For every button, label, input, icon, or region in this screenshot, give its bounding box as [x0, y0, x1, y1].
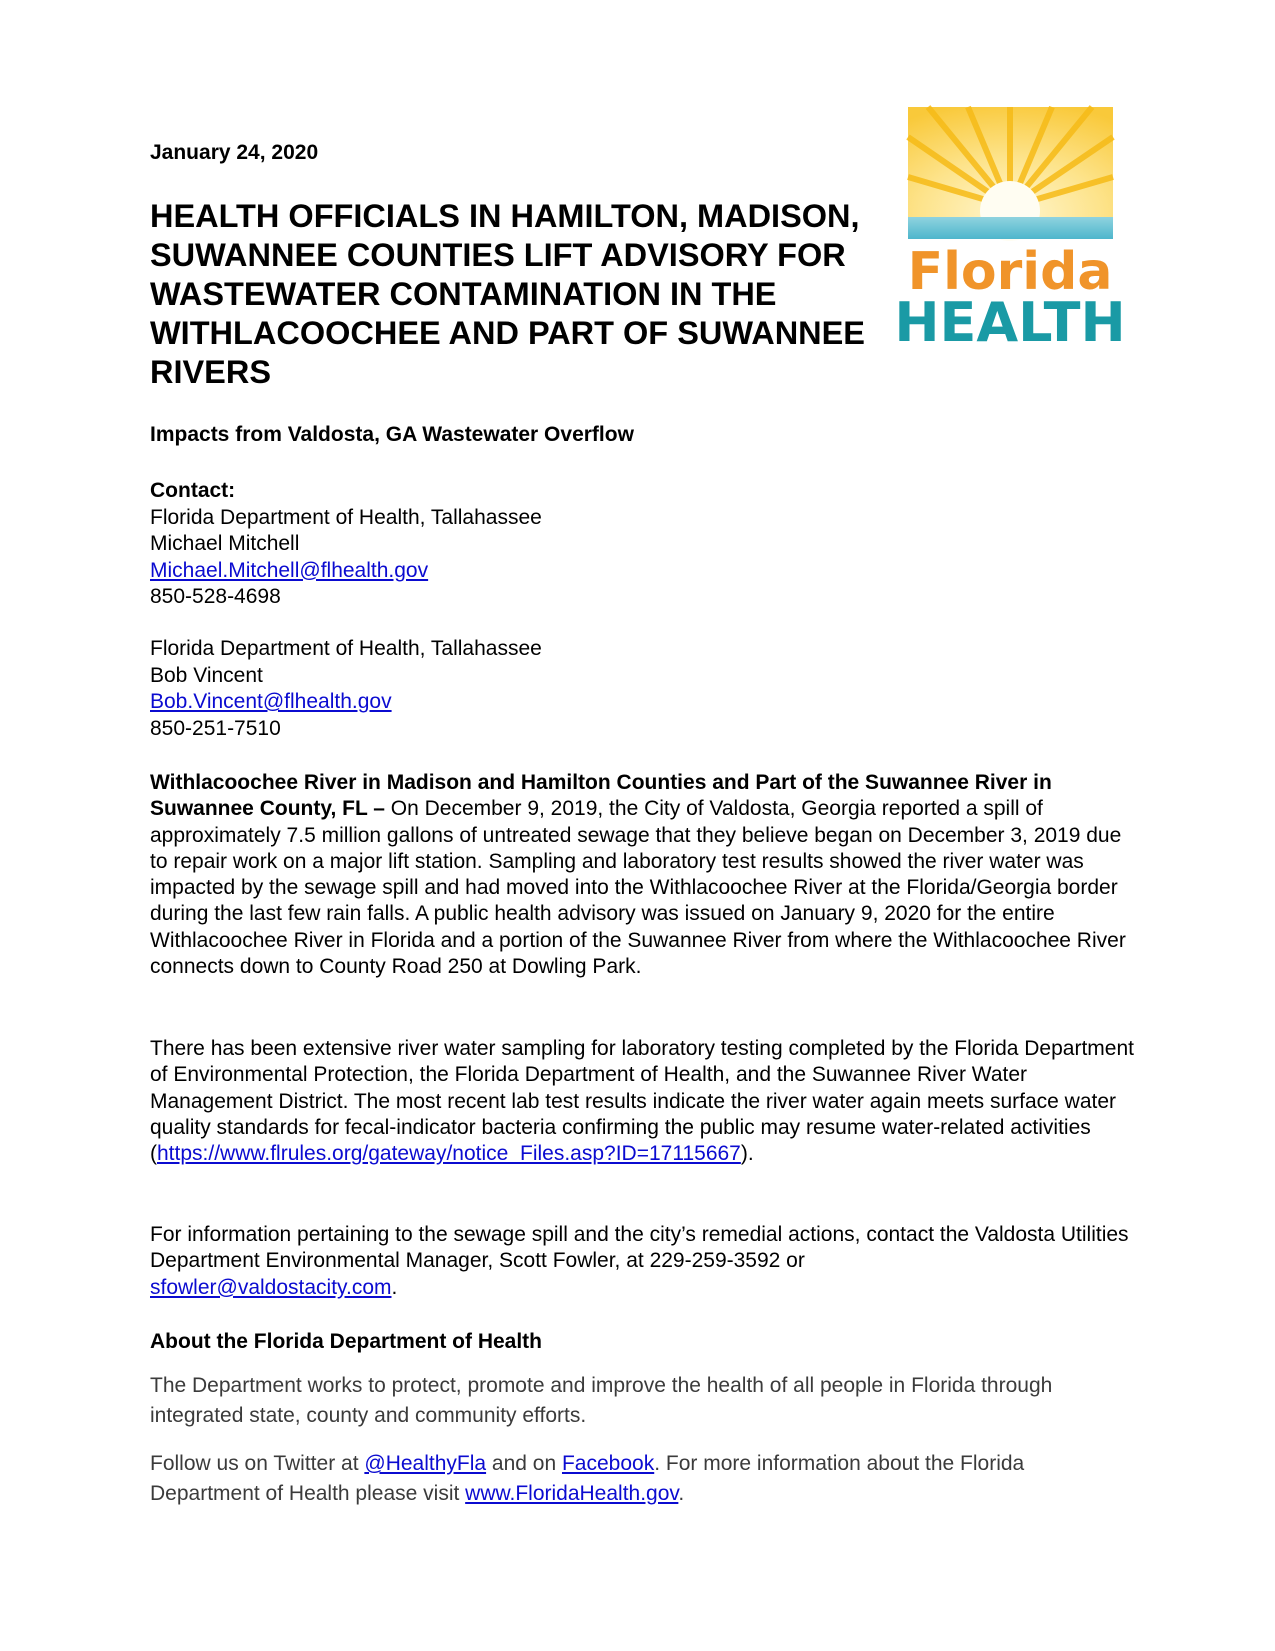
- paragraph-text: There has been extensive river water sampling for laboratory testing completed by the Florida Department of Environmental Protection, the Florida Department of Health, and the Suwannee River Water Management District. The most recent lab test results indicate the river water again meets surface water quality standards for fecal-indicator bacteria confirming the public may resume water-related activities: [150, 1037, 1134, 1139]
- contact-email-link[interactable]: Michael.Mitchell@flhealth.gov: [150, 558, 429, 582]
- fowler-email-link[interactable]: sfowler@valdostacity.com: [150, 1275, 392, 1299]
- dateline-lead: Withlacoochee River in Madison and Hamilton Counties and Part of the Suwannee River in Suwannee County, FL –: [150, 771, 1052, 821]
- contact-name: Bob Vincent: [150, 663, 263, 687]
- body-paragraph-3: For information pertaining to the sewage spill and the city’s remedial actions, contact the Valdosta Utilities Department Environmental Manager, Scott Fowler, at 229-259-3592 or sfowler@valdostacity.com.: [150, 1223, 1129, 1299]
- flrules-notice-link[interactable]: https://www.flrules.org/gateway/notice_Files.asp?ID=17115667: [157, 1142, 741, 1166]
- website-link[interactable]: www.FloridaHealth.gov: [465, 1482, 679, 1505]
- headline: HEALTH OFFICIALS IN HAMILTON, MADISON, SUWANNEE COUNTIES LIFT ADVISORY FOR WASTEWATER CONTAMINATION IN THE WITHLACOOCHEE AND PART OF SUWANNEE RIVERS: [150, 198, 865, 390]
- contact-email-link[interactable]: Bob.Vincent@flhealth.gov: [150, 690, 392, 713]
- facebook-link[interactable]: Facebook: [561, 1452, 655, 1475]
- body-paragraph-1: [150, 770, 1135, 980]
- contact-org: Florida Department of Health, Tallahassee: [150, 637, 542, 660]
- contact-name: Michael Mitchell: [150, 532, 300, 555]
- twitter-link[interactable]: @HealthyFla: [364, 1452, 487, 1475]
- contact-block-1: [150, 478, 542, 611]
- contact-label: Contact:: [150, 479, 236, 502]
- paragraph-text: For information pertaining to the sewage spill and the city’s remedial actions, contact the Valdosta Utilities Department Environmental Manager, Scott Fowler, at 229-259-3592 or: [150, 1223, 1129, 1273]
- body-paragraph-2: There has been extensive river water sampling for laboratory testing completed by the Florida Department of Environmental Protection, the Florida Department of Health, and the Suwannee River Water Management District. The most recent lab test results indicate the river water again meets surface water quality standards for fecal-indicator bacteria confirming the public may resume water-related activities (https://www.flrules.org/gateway/notice_Files.asp?ID=17115667).: [150, 1037, 1134, 1166]
- release-date: January 24, 2020: [150, 141, 319, 164]
- contact-phone: 850-251-7510: [150, 716, 281, 740]
- florida-health-logo: [894, 107, 1126, 354]
- contact-org: Florida Department of Health, Tallahassee: [150, 505, 542, 529]
- subheadline: Impacts from Valdosta, GA Wastewater Overflow: [150, 423, 634, 446]
- follow-text: Follow us on Twitter at @HealthyFla and on Facebook. For more information about the Florida Department of Health please visit www.FloridaHealth.gov.: [150, 1452, 1025, 1505]
- follow-post: . For more information about the Florida Department of Health please visit: [150, 1452, 1025, 1505]
- follow-mid: and on: [486, 1452, 562, 1475]
- contact-block-2: [150, 636, 542, 742]
- logo-word-health: HEALTH: [894, 291, 1126, 354]
- about-text: The Department works to protect, promote and improve the health of all people in Florida through integrated state, county and community efforts.: [150, 1374, 1053, 1427]
- about-heading: About the Florida Department of Health: [150, 1330, 543, 1353]
- paragraph-text: On December 9, 2019, the City of Valdosta, Georgia reported a spill of approximately 7.5 million gallons of untreated sewage that they believe began on December 3, 2019 due to repair work on a major lift station. Sampling and laboratory test results showed the river water was impacted by the sewage spill and had moved into the Withlacoochee River at the Florida/Georgia border during the last few rain falls. A public health advisory was issued on January 9, 2020 for the entire Withlacoochee River in Florida and a portion of the Suwannee River from where the Withlacoochee River connects down to County Road 250 at Dowling Park.: [150, 797, 1126, 979]
- follow-pre: Follow us on Twitter at: [150, 1452, 365, 1475]
- logo-word-florida: Florida: [907, 242, 1113, 302]
- florida-health-logo-graphic: [894, 107, 1126, 354]
- contact-phone: 850-528-4698: [150, 585, 281, 608]
